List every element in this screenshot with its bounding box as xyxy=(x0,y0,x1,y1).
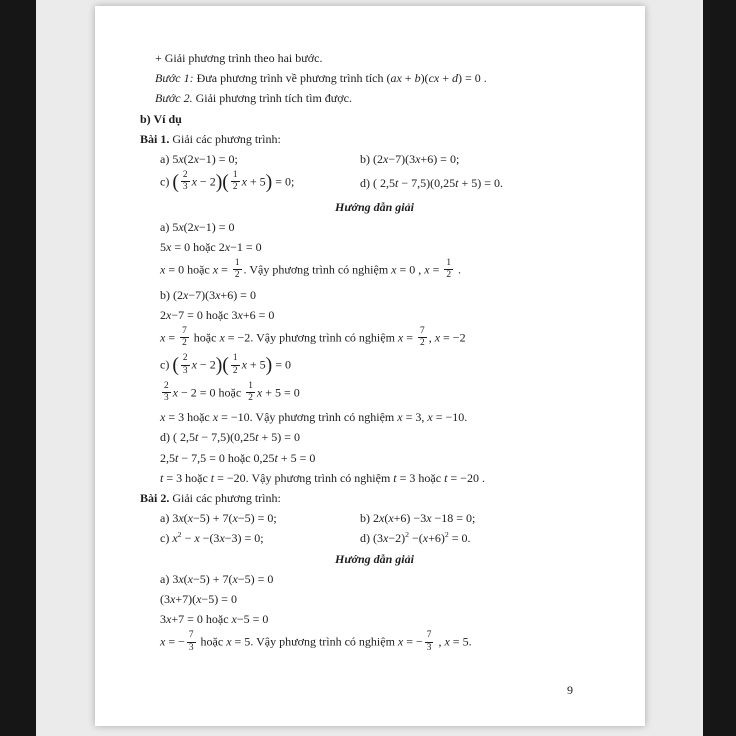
document-page xyxy=(95,6,645,726)
text-line xyxy=(160,354,609,377)
plain-text: hoặc xyxy=(184,262,213,277)
plain-text: d) xyxy=(360,175,373,190)
text-line xyxy=(160,219,609,235)
plain-text: b) xyxy=(160,287,173,302)
plain-text: . Vậy phương trình có nghiệm xyxy=(245,470,394,485)
text-line xyxy=(155,50,609,66)
italic-text: Bước 2. xyxy=(155,91,196,106)
plain-text: d) xyxy=(360,531,373,546)
fraction xyxy=(231,353,240,376)
fraction-denominator: 3 xyxy=(164,393,169,404)
math-expression: x = 3 xyxy=(160,410,185,425)
page-number: 9 xyxy=(567,683,573,697)
math-expression: (ax + b)(cx + d) = 0 xyxy=(386,71,481,86)
math-expression: x = −2 xyxy=(219,330,251,345)
right-black-border xyxy=(703,0,736,736)
math-expression: x = xyxy=(212,262,231,277)
plain-text: hoặc xyxy=(224,450,254,465)
column-right xyxy=(360,175,503,191)
math-expression: x = −2 xyxy=(434,330,466,345)
plain-text: Đưa phương trình về phương trình tích xyxy=(196,71,387,86)
plain-text: b) xyxy=(360,511,373,526)
plain-text: hoặc xyxy=(202,612,232,627)
plain-text: c) xyxy=(160,531,173,546)
math-expression: x = 5 xyxy=(444,634,469,649)
math-expression: 2,5t − 7,5 = 0 xyxy=(160,450,225,465)
fraction xyxy=(231,170,240,193)
math-expression: x + 5 xyxy=(241,357,266,372)
heading-text: Hướng dẫn giải xyxy=(335,199,414,214)
two-column-line xyxy=(160,510,609,526)
math-expression: $x^2 - x -(3x-3) = 0$; xyxy=(172,530,264,546)
big-parenthesis: ( xyxy=(172,170,179,193)
fraction-denominator: 3 xyxy=(426,642,432,653)
math-expression: x−5 = 0 xyxy=(231,612,269,627)
math-expression: x = − xyxy=(160,634,185,649)
math-expression: 2x−1 = 0 xyxy=(218,239,262,254)
text-line xyxy=(160,409,609,425)
plain-text: . xyxy=(480,71,487,86)
math-expression: 2x(x+6) −3x −18 = 0; xyxy=(373,511,476,526)
plain-text: , xyxy=(415,262,425,277)
heading-text: Hướng dẫn giải xyxy=(335,551,414,566)
plain-text: hoặc xyxy=(190,330,220,345)
math-expression: t = 3 xyxy=(160,470,183,485)
math-expression: x − 2 xyxy=(191,174,216,189)
math-expression: t = −20 xyxy=(210,470,246,485)
text-line xyxy=(140,490,609,506)
plain-text: Giải các phương trình: xyxy=(172,131,281,146)
text-line xyxy=(140,551,609,567)
fraction-numerator: 1 xyxy=(231,170,240,182)
text-line xyxy=(160,307,609,323)
plain-text: d) xyxy=(160,430,173,445)
math-expression: 3x(x−5) + 7(x−5) = 0 xyxy=(172,571,274,586)
fraction-numerator: 7 xyxy=(187,630,196,642)
plain-text: hoặc xyxy=(415,470,445,485)
plain-text: + Giải phương trình theo hai bước. xyxy=(155,51,323,65)
plain-text: a) xyxy=(160,151,173,166)
text-line xyxy=(160,571,609,587)
text-line xyxy=(160,327,609,350)
math-expression: ( 2,5t − 7,5)(0,25t + 5) = 0 xyxy=(173,430,300,445)
math-expression: 5x(2x−1) = 0 xyxy=(172,219,235,234)
math-expression: x + 5 xyxy=(241,174,266,189)
fraction-denominator: 2 xyxy=(248,393,253,404)
math-expression: x − 2 xyxy=(191,357,216,372)
plain-text: . xyxy=(478,470,485,485)
two-column-line xyxy=(160,171,609,194)
text-line xyxy=(155,70,609,86)
math-expression: 3x+6 = 0 xyxy=(231,307,275,322)
bold-text: Bài 1. xyxy=(140,131,173,146)
math-expression: $(3x-2)^2 -(x+6)^2 = 0$. xyxy=(373,530,471,546)
text-line xyxy=(160,611,609,627)
plain-text: a) xyxy=(160,511,173,526)
fraction-numerator: 1 xyxy=(231,353,240,365)
plain-text: , xyxy=(435,634,445,649)
bold-text: Bài 2. xyxy=(140,491,173,505)
math-expression: x = xyxy=(160,330,179,345)
bold-text: b) Ví dụ xyxy=(140,111,182,126)
math-expression: 0,25t + 5 = 0 xyxy=(253,450,316,465)
plain-text: . Vậy phương trình có nghiệm xyxy=(249,410,398,425)
column-left xyxy=(160,510,360,526)
plain-text: c) xyxy=(160,357,173,372)
plain-text: hoặc xyxy=(190,239,219,254)
text-line xyxy=(160,429,609,445)
math-expression: (3x+7)(x−5) = 0 xyxy=(160,591,237,606)
fraction xyxy=(233,258,242,281)
math-expression: (2x−7)(3x+6) = 0 xyxy=(173,287,256,302)
column-right xyxy=(360,510,475,526)
left-black-border xyxy=(0,0,36,736)
text-line xyxy=(160,382,609,405)
text-line xyxy=(160,450,609,466)
plain-text: c) xyxy=(160,174,173,189)
plain-text: hoặc xyxy=(202,307,232,322)
plain-text: hoặc xyxy=(182,470,211,485)
big-parenthesis: ) xyxy=(265,354,273,377)
text-line xyxy=(140,199,609,215)
column-left xyxy=(160,530,360,546)
math-expression: (2x−7)(3x+6) = 0; xyxy=(373,151,460,166)
math-expression: ( 2,5t − 7,5)(0,25t + 5) = 0. xyxy=(373,175,503,190)
fraction-numerator: 7 xyxy=(425,630,434,642)
fraction-denominator: 2 xyxy=(182,338,187,349)
text-line xyxy=(160,631,609,654)
fraction-denominator: 2 xyxy=(232,365,238,376)
column-right xyxy=(360,151,459,167)
text-line xyxy=(155,90,609,106)
column-right xyxy=(360,530,471,546)
math-expression: x = 3, x = −10 xyxy=(397,410,465,425)
math-expression: x = − xyxy=(397,634,423,649)
page-content xyxy=(140,50,609,659)
two-column-line xyxy=(160,530,609,546)
math-expression: x = xyxy=(397,330,417,345)
math-expression: 2x−7 = 0 xyxy=(160,307,203,322)
math-expression: x − 2 = 0 xyxy=(172,385,216,400)
plain-text: . Vậy phương trình có nghiệm xyxy=(250,330,398,345)
text-line xyxy=(140,111,609,127)
big-parenthesis: )( xyxy=(215,170,229,193)
math-expression: 3x(x−5) + 7(x−5) = 0; xyxy=(172,511,277,526)
plain-text: . xyxy=(468,634,472,649)
plain-text: a) xyxy=(160,219,173,234)
math-expression: x + 5 = 0 xyxy=(256,385,300,400)
fraction-denominator: 3 xyxy=(188,642,194,653)
text-line xyxy=(160,591,609,607)
fraction xyxy=(418,326,427,349)
fraction-numerator: 7 xyxy=(180,326,189,338)
fraction-numerator: 7 xyxy=(418,326,427,338)
text-line xyxy=(140,131,609,147)
fraction-denominator: 3 xyxy=(182,182,188,193)
fraction-denominator: 3 xyxy=(182,365,188,376)
plain-text: hoặc xyxy=(197,634,227,649)
fraction xyxy=(162,381,171,404)
math-expression: 3x+7 = 0 xyxy=(160,612,203,627)
column-left xyxy=(160,151,360,167)
text-line xyxy=(160,287,609,303)
plain-text: a) xyxy=(160,571,173,586)
math-expression: x = 0 xyxy=(391,262,416,277)
fraction-numerator: 2 xyxy=(181,170,190,182)
math-expression: = 0 xyxy=(272,357,292,372)
fraction xyxy=(187,630,196,653)
fraction-denominator: 2 xyxy=(234,270,240,281)
fraction-numerator: 1 xyxy=(444,258,453,270)
plain-text: . Vậy phương trình có nghiệm xyxy=(243,262,392,277)
math-expression: 5x(2x−1) = 0; xyxy=(172,151,238,166)
text-line xyxy=(160,259,609,282)
plain-text: hoặc xyxy=(184,410,213,425)
math-expression: x = −10 xyxy=(212,410,250,425)
text-line xyxy=(160,239,609,255)
big-parenthesis: ) xyxy=(265,170,273,193)
column-left xyxy=(160,171,360,194)
math-expression: x = 0 xyxy=(160,262,185,277)
italic-text: Bước 1: xyxy=(155,71,197,86)
fraction xyxy=(444,258,453,281)
math-expression: x = xyxy=(424,262,443,277)
math-expression: x = 5 xyxy=(226,634,251,649)
math-expression: = 0; xyxy=(272,174,295,189)
fraction xyxy=(425,630,434,653)
two-column-line xyxy=(160,151,609,167)
fraction xyxy=(180,326,189,349)
math-expression: 5x = 0 xyxy=(160,239,191,254)
math-expression: t = −20 xyxy=(444,470,479,485)
fraction-numerator: 1 xyxy=(233,258,242,270)
plain-text: b) xyxy=(360,151,373,166)
fraction xyxy=(246,381,255,404)
plain-text: Giải các phương trình: xyxy=(172,491,281,505)
fraction-numerator: 1 xyxy=(246,381,255,393)
text-line xyxy=(160,470,609,486)
fraction-denominator: 2 xyxy=(232,182,238,193)
plain-text: . xyxy=(455,262,462,277)
big-parenthesis: )( xyxy=(215,354,229,377)
big-parenthesis: ( xyxy=(172,354,179,377)
fraction xyxy=(181,353,190,376)
plain-text: . xyxy=(464,410,468,425)
fraction-denominator: 2 xyxy=(420,338,425,349)
plain-text: hoặc xyxy=(215,385,245,400)
fraction-numerator: 2 xyxy=(181,353,190,365)
fraction-denominator: 2 xyxy=(446,270,452,281)
fraction xyxy=(181,170,190,193)
plain-text: , xyxy=(428,330,435,345)
math-expression: t = 3 xyxy=(393,470,416,485)
plain-text: . Vậy phương trình có nghiệm xyxy=(250,634,398,649)
plain-text: Giải phương trình tích tìm được. xyxy=(195,91,352,106)
fraction-numerator: 2 xyxy=(162,381,171,393)
